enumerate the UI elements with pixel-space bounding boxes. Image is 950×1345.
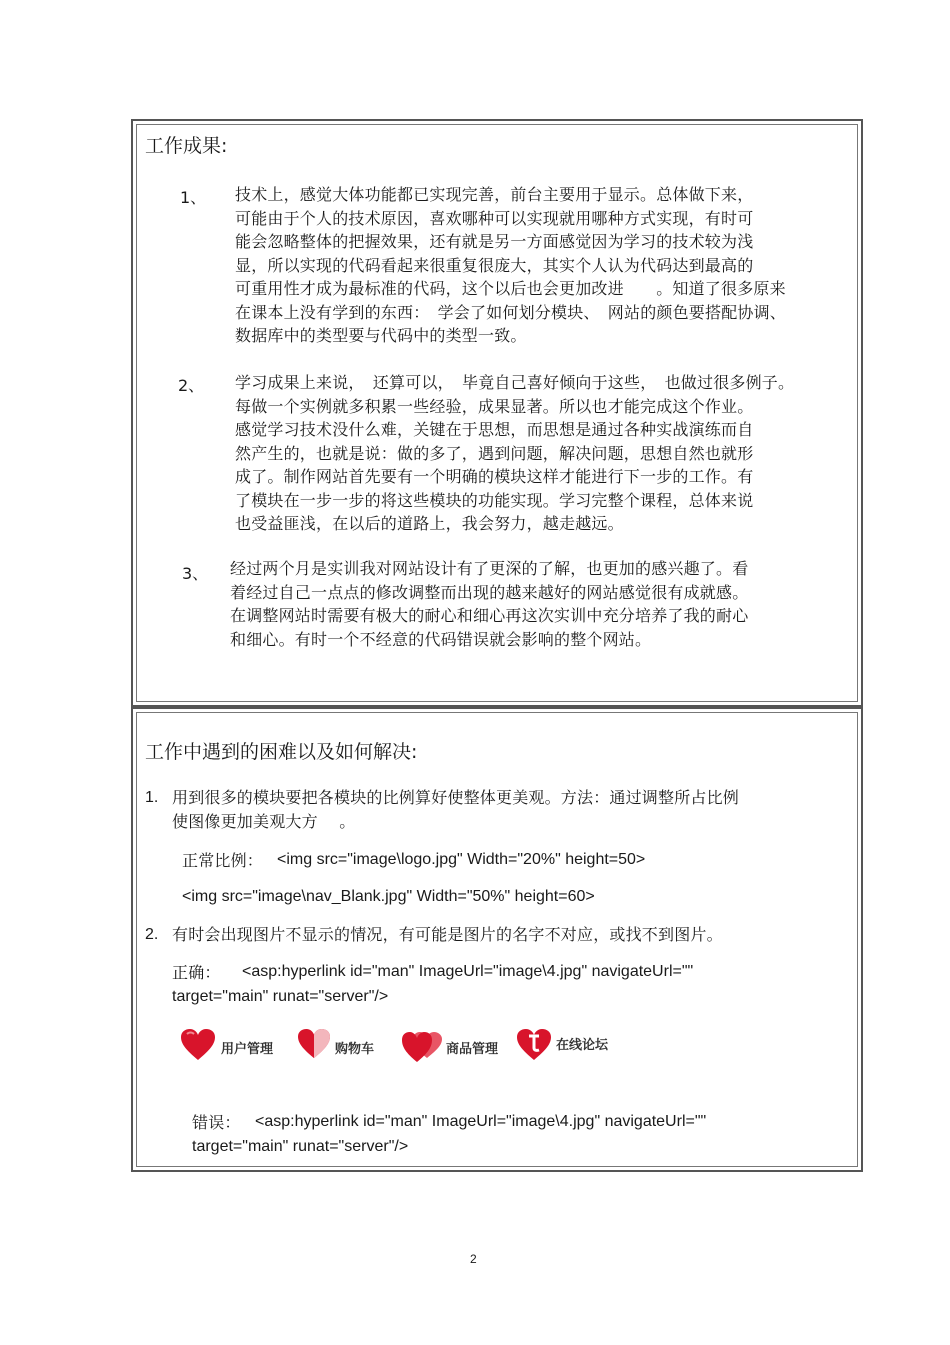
item1-line: 可能由于个人的技术原因，喜欢哪种可以实现就用哪种方式实现，有时可 (235, 208, 754, 228)
s2-item2-number: 2. (145, 926, 159, 943)
item3-text (230, 557, 748, 651)
item3-line: 和细心。有时一个不经意的代码错误就会影响的整个网站。 (230, 629, 652, 649)
double-heart-icon (401, 1028, 443, 1064)
correct-code-line1: <asp:hyperlink id="man" ImageUrl="image\4.jpg" navigateUrl="" (242, 963, 694, 980)
s2-item1-number: 1. (145, 789, 159, 806)
nav-item-label: 购物车 (335, 1042, 375, 1057)
s2-item1-line: 用到很多的模块要把各模块的比例算好使整体更美观。方法：通过调整所占比例 (172, 788, 740, 807)
section1-heading: 工作成果: (145, 135, 228, 157)
item3-line: 着经过自己一点点的修改调整而出现的越来越好的网站感觉很有成就感。 (230, 582, 749, 602)
item2-line: 感觉学习技术没什么难，关键在于思想，而思想是通过各种实战演练而自 (235, 420, 754, 439)
nav-item-label: 在线论坛 (556, 1038, 609, 1053)
item1-line: 可重用性才成为最标准的代码，这个以后也会更加改进 。知道了很多原来 (235, 279, 786, 298)
item3-line: 在调整网站时需要有极大的耐心和细心再这次实训中充分培养了我的耐心 (230, 606, 749, 625)
page-number: 2 (470, 1252, 477, 1266)
item1-line: 数据库中的类型要与代码中的类型一致。 (235, 326, 527, 345)
heart-t-icon (516, 1028, 552, 1062)
item2-line: 成了。制作网站首先要有一个明确的模块这样才能进行下一步的工作。有 (235, 467, 754, 486)
correct-code-line2: target="main" runat="server"/> (172, 988, 389, 1005)
nav-item-cart[interactable] (297, 1028, 375, 1064)
item1-line: 技术上，感觉大体功能都已实现完善，前台主要用于显示。总体做下来， (235, 185, 754, 204)
item2-number: 2、 (178, 376, 205, 395)
normal-ratio-label: 正常比例： (182, 851, 264, 870)
correct-label: 正确： (172, 963, 221, 982)
item2-line: 然产生的，也就是说：做的多了，遇到问题，解决问题，思想自然也就形 (235, 443, 754, 463)
wrong-code-line2: target="main" runat="server"/> (192, 1138, 409, 1155)
heart-icon (180, 1028, 216, 1062)
item3-line: 经过两个月是实训我对网站设计有了更深的了解，也更加的感兴趣了。看 (230, 559, 749, 578)
s2-item1-text (172, 786, 739, 833)
item2-line: 每做一个实例就多积累一些经验，成果显著。所以也才能完成这个作业。 (235, 396, 754, 416)
item1-line: 显，所以实现的代码看起来很重复很庞大，其实个人认为代码达到最高的 (235, 255, 754, 275)
wrong-code-line1: <asp:hyperlink id="man" ImageUrl="image\4.jpg" navigateUrl="" (255, 1113, 707, 1130)
item2-line: 了模块在一步一步的将这些模块的功能实现。学习完整个课程，总体来说 (235, 490, 754, 510)
item2-line: 也受益匪浅，在以后的道路上，我会努力，越走越远。 (235, 514, 624, 533)
s2-item1-line: 使图像更加美观大方 。 (172, 811, 356, 831)
item1-line: 能会忽略整体的把握效果，还有就是另一方面感觉因为学习的技术较为浅 (235, 232, 754, 251)
code-line-logo: <img src="image\logo.jpg" Width="20%" height=50> (277, 851, 646, 868)
wrong-label: 错误： (192, 1113, 241, 1132)
s2-item2-text: 有时会出现图片不显示的情况，有可能是图片的名字不对应，或找不到图片。 (172, 925, 723, 944)
section2-heading: 工作中遇到的困难以及如何解决: (145, 741, 418, 763)
nav-item-user-management[interactable] (180, 1028, 274, 1064)
nav-item-label: 商品管理 (446, 1042, 499, 1057)
code-line-nav: <img src="image\nav_Blank.jpg" Width="50%" height=60> (182, 888, 595, 905)
nav-item-product-management[interactable] (401, 1028, 499, 1064)
item1-line: 在课本上没有学到的东西： 学会了如何划分模块、 网站的颜色要搭配协调、 (235, 302, 787, 322)
nav-item-forum[interactable] (516, 1028, 609, 1064)
item1-text (235, 183, 786, 348)
item3-number: 3、 (182, 564, 209, 583)
nav-item-label: 用户管理 (221, 1042, 274, 1057)
heart-icon (297, 1028, 331, 1060)
item2-text (235, 371, 794, 536)
item2-line: 学习成果上来说， 还算可以， 毕竟自己喜好倾向于这些， 也做过很多例子。 (235, 373, 795, 392)
item1-number: 1、 (180, 188, 207, 207)
